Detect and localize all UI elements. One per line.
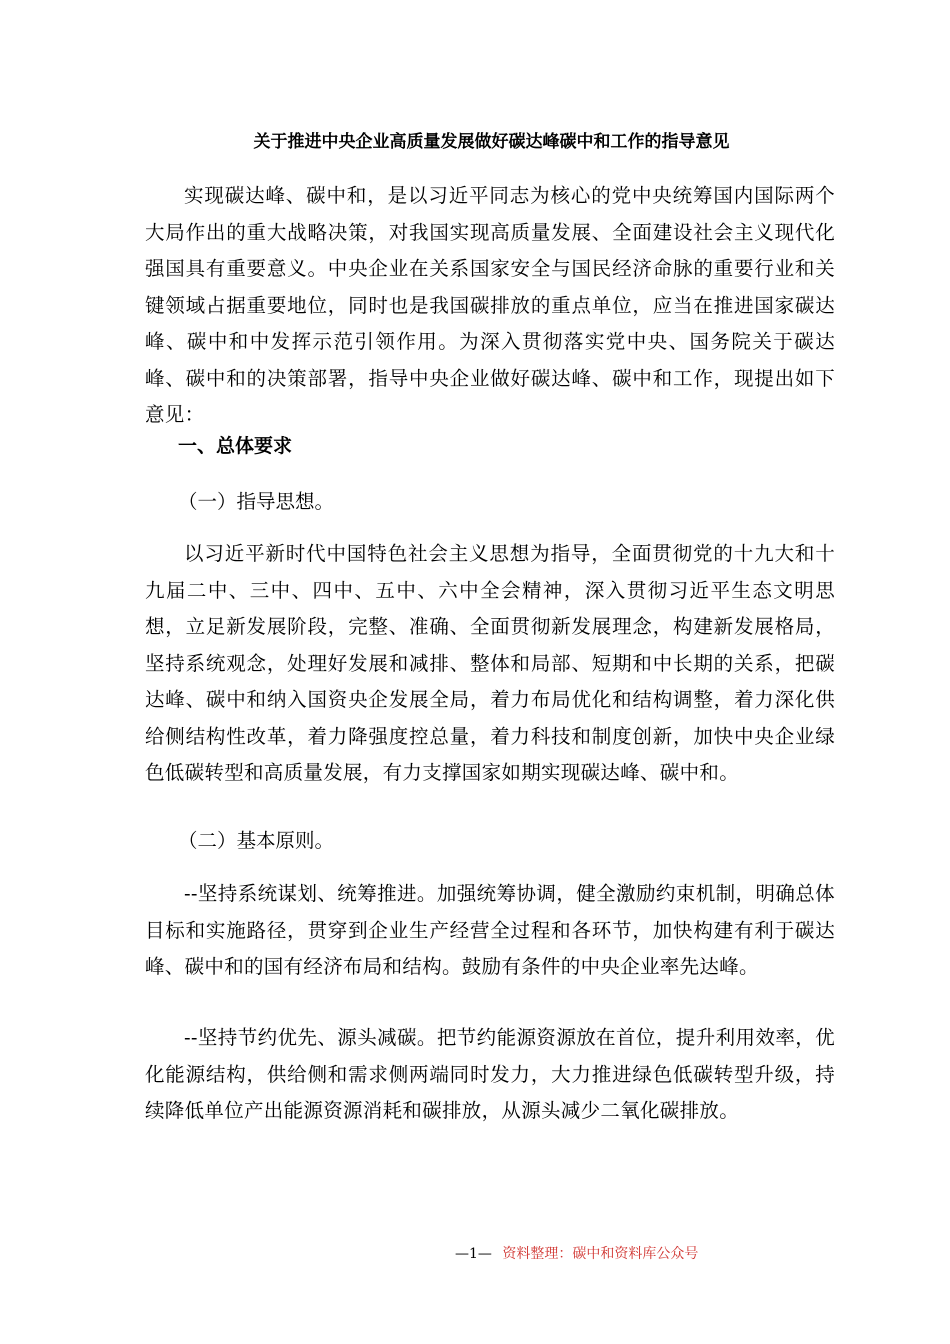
principle-paragraph-systematic-planning: --坚持系统谋划、统筹推进。加强统筹协调，健全激励约束机制，明确总体目标和实施路径，贯穿到企业生产经营全过程和各环节，加快构建有利于碳达峰、碳中和的国有经济布局和结构。鼓励有条件的中央企业率先达峰。	[145, 882, 835, 978]
subsection-heading-guiding-ideology: （一）指导思想。	[178, 490, 335, 513]
intro-paragraph: 实现碳达峰、碳中和，是以习近平同志为核心的党中央统筹国内国际两个大局作出的重大战略决策，对我国实现高质量发展、全面建设社会主义现代化强国具有重要意义。中央企业在关系国家安全与国民经济命脉的重要行业和关键领域占据重要地位，同时也是我国碳排放的重点单位，应当在推进国家碳达峰、碳中和中发挥示范引领作用。为深入贯彻落实党中央、国务院关于碳达峰、碳中和的决策部署，指导中央企业做好碳达峰、碳中和工作，现提出如下意见：	[145, 184, 835, 426]
principle-paragraph-saving-priority: --坚持节约优先、源头减碳。把节约能源资源放在首位，提升利用效率，优化能源结构，供给侧和需求侧两端同时发力，大力推进绿色低碳转型升级，持续降低单位产出能源资源消耗和碳排放，从源头减少二氧化碳排放。	[145, 1026, 835, 1122]
page-number: —1—	[455, 1246, 492, 1262]
guiding-ideology-paragraph: 以习近平新时代中国特色社会主义思想为指导，全面贯彻党的十九大和十九届二中、三中、四中、五中、六中全会精神，深入贯彻习近平生态文明思想，立足新发展阶段，完整、准确、全面贯彻新发展理念，构建新发展格局，坚持系统观念，处理好发展和减排、整体和局部、短期和中长期的关系，把碳达峰、碳中和纳入国资央企发展全局，着力布局优化和结构调整，着力深化供给侧结构性改革，着力降强度控总量，着力科技和制度创新，加快中央企业绿色低碳转型和高质量发展，有力支撑国家如期实现碳达峰、碳中和。	[145, 542, 835, 784]
source-note: 资料整理：碳中和资料库公众号	[502, 1246, 699, 1262]
document-title: 关于推进中央企业高质量发展做好碳达峰碳中和工作的指导意见	[253, 132, 730, 152]
section-heading-general-requirements: 一、总体要求	[178, 435, 293, 457]
page-footer	[455, 1243, 698, 1265]
subsection-heading-basic-principles: （二）基本原则。	[178, 829, 335, 852]
